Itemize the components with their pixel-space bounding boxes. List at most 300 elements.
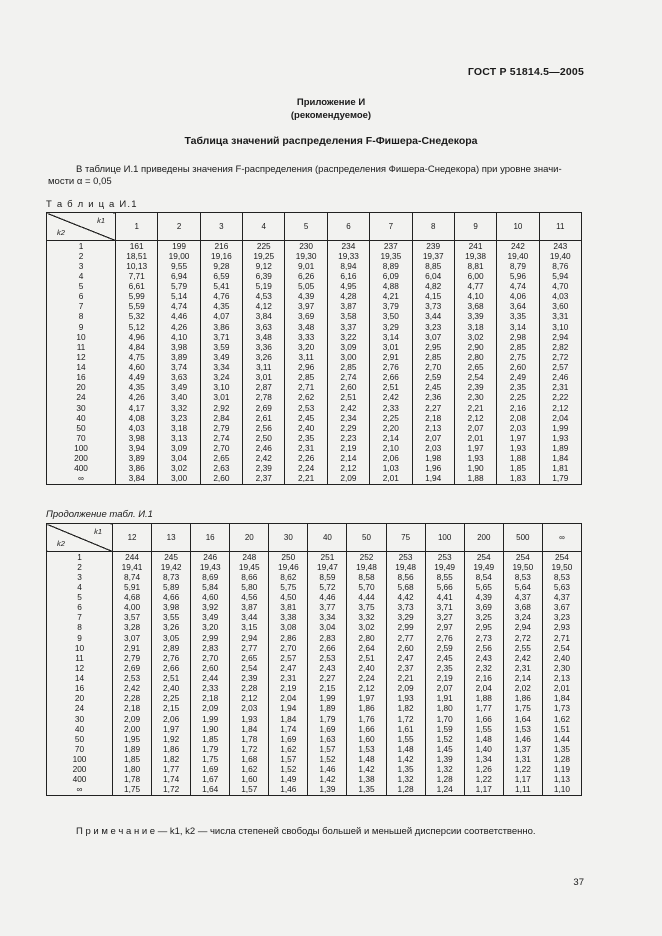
table-cell: 2,51: [327, 393, 369, 403]
table-cell: 2,23: [327, 433, 369, 443]
table-cell: 1,67: [191, 775, 230, 785]
row-header-cell: 70: [47, 433, 116, 443]
table-cell: 4,95: [327, 282, 369, 292]
table-cell: 3,22: [327, 332, 369, 342]
table-cell: 3,02: [158, 464, 200, 474]
table-cell: 2,85: [497, 342, 539, 352]
table-cell: 2,70: [191, 653, 230, 663]
table-cell: 19,16: [200, 251, 242, 261]
table-row: [47, 454, 582, 464]
table-cell: 2,82: [539, 342, 581, 352]
table-cell: 1,99: [308, 694, 347, 704]
table-cell: 2,07: [425, 684, 464, 694]
table-cell: 2,40: [152, 684, 191, 694]
table-cell: 4,68: [113, 593, 152, 603]
table-cell: 2,85: [412, 352, 454, 362]
table-cell: 1,80: [425, 704, 464, 714]
table-cell: 8,69: [191, 572, 230, 582]
table-cell: 2,02: [503, 684, 542, 694]
table-cell: 2,35: [285, 433, 327, 443]
table-row: [47, 241, 582, 252]
table-row: [47, 765, 582, 775]
table-cell: 2,15: [152, 704, 191, 714]
table-cell: 2,57: [269, 653, 308, 663]
table-cell: 2,42: [113, 684, 152, 694]
table-cell: 2,50: [243, 433, 285, 443]
table-row: [47, 292, 582, 302]
row-header-cell: 200: [47, 765, 113, 775]
table-cell: 8,76: [539, 261, 581, 271]
table-cell: 3,73: [412, 302, 454, 312]
table-cell: 3,98: [158, 342, 200, 352]
table-cell: 1,84: [542, 694, 581, 704]
table-cell: 2,28: [230, 684, 269, 694]
table-cell: 19,30: [285, 251, 327, 261]
table-cell: 8,81: [454, 261, 496, 271]
table-row: [47, 734, 582, 744]
table-cell: 2,47: [269, 663, 308, 673]
table-cell: 3,58: [327, 312, 369, 322]
table-cell: 2,12: [230, 694, 269, 704]
table-cell: 4,39: [285, 292, 327, 302]
table-cell: 1,39: [425, 755, 464, 765]
table-cell: 1,57: [308, 744, 347, 754]
table-cell: 19,46: [269, 562, 308, 572]
table-cell: 1,53: [503, 724, 542, 734]
table-cell: 2,77: [230, 643, 269, 653]
table-cell: 5,12: [116, 322, 158, 332]
table-cell: 2,42: [503, 653, 542, 663]
table-cell: 1,42: [308, 775, 347, 785]
table-row: [47, 464, 582, 474]
table-cell: 3,49: [191, 613, 230, 623]
table-cell: 19,50: [542, 562, 581, 572]
table-cell: 2,60: [497, 363, 539, 373]
column-header: 3: [200, 213, 242, 241]
row-header-cell: 10: [47, 643, 113, 653]
table-cell: 5,80: [230, 582, 269, 592]
table-cell: 1,97: [454, 444, 496, 454]
table-cell: 4,10: [454, 292, 496, 302]
table-cell: 3,92: [191, 603, 230, 613]
table-row: [47, 785, 582, 796]
table-row: [47, 282, 582, 292]
table2-caption: Продолжение табл. И.1: [46, 509, 153, 520]
table-cell: 2,75: [497, 352, 539, 362]
table-cell: 1,48: [386, 744, 425, 754]
table-cell: 2,91: [113, 643, 152, 653]
table-cell: 1,97: [497, 433, 539, 443]
table-cell: 3,87: [230, 603, 269, 613]
table-cell: 2,49: [497, 373, 539, 383]
table-cell: 2,74: [327, 373, 369, 383]
table-cell: 19,41: [113, 562, 152, 572]
table-cell: 2,60: [386, 643, 425, 653]
table-cell: 1,28: [386, 785, 425, 796]
table-cell: 3,57: [113, 613, 152, 623]
table-cell: 19,40: [539, 251, 581, 261]
table-cell: 8,53: [503, 572, 542, 582]
table-cell: 4,12: [243, 302, 285, 312]
table-cell: 2,35: [425, 663, 464, 673]
table-cell: 2,73: [464, 633, 503, 643]
row-header-cell: 16: [47, 684, 113, 694]
table-cell: 1,62: [542, 714, 581, 724]
table-cell: 2,37: [386, 663, 425, 673]
table-row: [47, 603, 582, 613]
table-cell: 4,26: [116, 393, 158, 403]
table-cell: 2,59: [425, 643, 464, 653]
table-cell: 2,95: [412, 342, 454, 352]
table-cell: 1,78: [230, 734, 269, 744]
table-row: [47, 363, 582, 373]
table-cell: 3,13: [158, 433, 200, 443]
table-row: [47, 593, 582, 603]
table-cell: 1,72: [230, 744, 269, 754]
table-cell: 6,04: [412, 271, 454, 281]
table-cell: 3,48: [243, 332, 285, 342]
table-cell: 4,74: [158, 302, 200, 312]
table-row: [47, 724, 582, 734]
table-cell: 3,63: [243, 322, 285, 332]
table-cell: 1,40: [464, 744, 503, 754]
table-cell: 2,27: [308, 674, 347, 684]
table-cell: 1,92: [152, 734, 191, 744]
table-row: [47, 684, 582, 694]
row-header-cell: 11: [47, 653, 113, 663]
table-row: [47, 552, 582, 563]
table-cell: 1,32: [386, 775, 425, 785]
table-cell: 4,37: [542, 593, 581, 603]
table-cell: 2,39: [454, 383, 496, 393]
table-cell: 2,65: [454, 363, 496, 373]
table-cell: 1,55: [464, 724, 503, 734]
table-cell: 225: [243, 241, 285, 252]
corner-k2: k2: [57, 539, 65, 548]
table-row: [47, 433, 582, 443]
table-cell: 4,41: [425, 593, 464, 603]
table-cell: 5,84: [191, 582, 230, 592]
row-header-cell: 4: [47, 271, 116, 281]
table-cell: 3,34: [200, 363, 242, 373]
table-cell: 9,55: [158, 261, 200, 271]
table-cell: 2,21: [386, 674, 425, 684]
table-cell: 3,89: [116, 454, 158, 464]
table-cell: 2,56: [464, 643, 503, 653]
table-cell: 3,04: [308, 623, 347, 633]
column-header: 30: [269, 524, 308, 552]
f-distribution-table-2: [46, 523, 582, 796]
table-cell: 3,71: [200, 332, 242, 342]
table-cell: 8,56: [386, 572, 425, 582]
table-cell: 1,19: [542, 765, 581, 775]
table-cell: 1,77: [152, 765, 191, 775]
table-cell: 6,26: [285, 271, 327, 281]
table-cell: 2,70: [269, 643, 308, 653]
table-cell: 6,00: [454, 271, 496, 281]
table-cell: 8,79: [497, 261, 539, 271]
table-cell: 1,75: [191, 755, 230, 765]
table-cell: 1,46: [308, 765, 347, 775]
table-cell: 1,85: [191, 734, 230, 744]
table-cell: 2,19: [327, 444, 369, 454]
table-cell: 1,31: [503, 755, 542, 765]
table-cell: 2,99: [386, 623, 425, 633]
table-cell: 1,94: [269, 704, 308, 714]
table-cell: 1,38: [347, 775, 386, 785]
table-cell: 3,81: [269, 603, 308, 613]
table-cell: 2,14: [327, 454, 369, 464]
table-cell: 5,70: [347, 582, 386, 592]
table-cell: 2,18: [191, 694, 230, 704]
table-cell: 2,07: [454, 423, 496, 433]
table-cell: 2,95: [464, 623, 503, 633]
table-cell: 2,84: [200, 413, 242, 423]
table-cell: 2,42: [370, 393, 412, 403]
table-cell: 19,33: [327, 251, 369, 261]
table-cell: 5,75: [269, 582, 308, 592]
table-cell: 2,07: [412, 433, 454, 443]
table-cell: 1,35: [542, 744, 581, 754]
table-cell: 5,65: [464, 582, 503, 592]
table-cell: 2,96: [285, 363, 327, 373]
column-header: 6: [327, 213, 369, 241]
table-cell: 3,31: [539, 312, 581, 322]
table-cell: 2,69: [113, 663, 152, 673]
table-cell: 1,99: [539, 423, 581, 433]
table-cell: 2,85: [285, 373, 327, 383]
table-cell: 5,91: [113, 582, 152, 592]
table-cell: 4,35: [116, 383, 158, 393]
table-cell: 4,75: [116, 352, 158, 362]
table-cell: 2,76: [370, 363, 412, 373]
table-cell: 1,79: [308, 714, 347, 724]
table-cell: 3,00: [158, 474, 200, 485]
table-cell: 4,66: [152, 593, 191, 603]
table-cell: 3,01: [243, 373, 285, 383]
table-cell: 9,12: [243, 261, 285, 271]
table-cell: 2,16: [464, 674, 503, 684]
table-row: [47, 623, 582, 633]
table-cell: 2,26: [285, 454, 327, 464]
column-header: 2: [158, 213, 200, 241]
table-cell: 1,35: [386, 765, 425, 775]
table-cell: 3,10: [200, 383, 242, 393]
table-cell: 3,98: [152, 603, 191, 613]
row-header-cell: 1: [47, 552, 113, 563]
table-cell: 2,80: [347, 633, 386, 643]
table-cell: 3,64: [497, 302, 539, 312]
table-cell: 19,38: [454, 251, 496, 261]
table-cell: 2,45: [425, 653, 464, 663]
table-cell: 19,48: [386, 562, 425, 572]
table-cell: 3,10: [539, 322, 581, 332]
table-cell: 3,68: [503, 603, 542, 613]
table-cell: 5,05: [285, 282, 327, 292]
table-cell: 1,13: [542, 775, 581, 785]
table-cell: 3,07: [412, 332, 454, 342]
table-cell: 19,42: [152, 562, 191, 572]
table-cell: 2,83: [191, 643, 230, 653]
table-cell: 2,01: [454, 433, 496, 443]
table-cell: 3,29: [386, 613, 425, 623]
table-cell: 1,49: [269, 775, 308, 785]
table-cell: 241: [454, 241, 496, 252]
table-cell: 5,63: [542, 582, 581, 592]
corner-k1: k1: [94, 527, 102, 536]
table-cell: 3,49: [158, 383, 200, 393]
table-cell: 1,10: [542, 785, 581, 796]
table-cell: 1,70: [425, 714, 464, 724]
table-cell: 8,58: [347, 572, 386, 582]
table-cell: 2,66: [308, 643, 347, 653]
table-cell: 6,09: [370, 271, 412, 281]
table-cell: 4,10: [158, 332, 200, 342]
table-cell: 4,44: [347, 593, 386, 603]
table-cell: 3,37: [327, 322, 369, 332]
table-cell: 2,12: [539, 403, 581, 413]
table-row: [47, 474, 582, 485]
row-header-cell: 12: [47, 352, 116, 362]
row-header-cell: 30: [47, 403, 116, 413]
row-header-cell: 5: [47, 282, 116, 292]
table-cell: 1,82: [152, 755, 191, 765]
table-cell: 4,26: [158, 322, 200, 332]
table-cell: 1,93: [386, 694, 425, 704]
table-cell: 2,35: [497, 383, 539, 393]
table-cell: 2,09: [191, 704, 230, 714]
table-cell: 2,65: [200, 454, 242, 464]
table-cell: 1,24: [425, 785, 464, 796]
table-cell: 2,33: [370, 403, 412, 413]
table-cell: 161: [116, 241, 158, 252]
table-cell: 2,60: [327, 383, 369, 393]
table-cell: 4,60: [191, 593, 230, 603]
intro-line-1: В таблице И.1 приведены значения F-распределения (распределения Фишера-Снедекора) при уровне значи-: [76, 164, 562, 175]
table-cell: 1,89: [308, 704, 347, 714]
row-header-cell: 9: [47, 322, 116, 332]
standard-number: ГОСТ Р 51814.5—2005: [467, 66, 584, 78]
table-cell: 2,01: [542, 684, 581, 694]
table-cell: 1,69: [269, 734, 308, 744]
table-cell: 2,24: [285, 464, 327, 474]
table-cell: 2,90: [454, 342, 496, 352]
table-cell: 3,11: [243, 363, 285, 373]
table-cell: 2,32: [464, 663, 503, 673]
table-cell: 4,00: [113, 603, 152, 613]
table-cell: 2,14: [503, 674, 542, 684]
table-cell: 3,69: [285, 312, 327, 322]
table-row: [47, 694, 582, 704]
table-cell: 1,93: [230, 714, 269, 724]
table-cell: 1,69: [308, 724, 347, 734]
table-row: [47, 444, 582, 454]
row-header-cell: 50: [47, 423, 116, 433]
table-cell: 2,29: [327, 423, 369, 433]
table-cell: 234: [327, 241, 369, 252]
table-cell: 1,60: [230, 775, 269, 785]
column-header: 20: [230, 524, 269, 552]
table-cell: 2,60: [191, 663, 230, 673]
table-cell: 3,23: [158, 413, 200, 423]
table-cell: 3,33: [285, 332, 327, 342]
table-row: [47, 373, 582, 383]
table-cell: 3,74: [158, 363, 200, 373]
table-cell: 2,93: [542, 623, 581, 633]
table-cell: 2,61: [243, 413, 285, 423]
table-cell: 2,25: [152, 694, 191, 704]
table-cell: 1,77: [464, 704, 503, 714]
table-cell: 3,24: [200, 373, 242, 383]
table-cell: 2,76: [425, 633, 464, 643]
table-cell: 4,03: [539, 292, 581, 302]
table-cell: 253: [386, 552, 425, 563]
table1-caption: Т а б л и ц а И.1: [46, 199, 138, 210]
table-cell: 2,94: [539, 332, 581, 342]
table-cell: 3,67: [542, 603, 581, 613]
table-cell: 2,31: [269, 674, 308, 684]
row-header-cell: 9: [47, 633, 113, 643]
table-cell: 2,31: [503, 663, 542, 673]
table-cell: 2,59: [412, 373, 454, 383]
appendix-status: (рекомендуемое): [290, 110, 372, 121]
table-cell: 4,42: [386, 593, 425, 603]
table-cell: 1,94: [412, 474, 454, 485]
table-cell: 5,32: [116, 312, 158, 322]
table-cell: 1,90: [454, 464, 496, 474]
table-cell: 2,94: [503, 623, 542, 633]
table-cell: 1,79: [539, 474, 581, 485]
table-cell: 3,09: [158, 444, 200, 454]
table-cell: 2,12: [454, 413, 496, 423]
table-cell: 3,39: [454, 312, 496, 322]
table-cell: 1,86: [503, 694, 542, 704]
row-header-cell: 400: [47, 464, 116, 474]
table-cell: 2,64: [347, 643, 386, 653]
table-cell: 4,60: [116, 363, 158, 373]
table-cell: 2,18: [412, 413, 454, 423]
table-cell: 2,44: [191, 674, 230, 684]
table-cell: 4,74: [497, 282, 539, 292]
table-cell: 3,27: [425, 613, 464, 623]
table-cell: 3,97: [285, 302, 327, 312]
table-cell: 3,86: [116, 464, 158, 474]
table-cell: 1,60: [347, 734, 386, 744]
table-cell: 4,49: [116, 373, 158, 383]
table-cell: 3,26: [152, 623, 191, 633]
table-cell: 3,02: [347, 623, 386, 633]
table-cell: 1,03: [370, 464, 412, 474]
table-cell: 2,57: [539, 363, 581, 373]
table-cell: 199: [158, 241, 200, 252]
table-cell: 3,89: [158, 352, 200, 362]
row-header-cell: 40: [47, 413, 116, 423]
column-header: 1: [116, 213, 158, 241]
table-cell: 3,59: [200, 342, 242, 352]
table-cell: 3,49: [200, 352, 242, 362]
table-cell: 3,60: [539, 302, 581, 312]
table-cell: 4,70: [539, 282, 581, 292]
table-cell: 2,36: [412, 393, 454, 403]
table-cell: 1,51: [542, 724, 581, 734]
table-cell: 1,73: [542, 704, 581, 714]
table-cell: 1,69: [191, 765, 230, 775]
table-cell: 1,72: [152, 785, 191, 796]
table-cell: 2,45: [285, 413, 327, 423]
table-cell: 2,09: [386, 684, 425, 694]
table-cell: 2,03: [497, 423, 539, 433]
table-cell: 2,54: [542, 643, 581, 653]
